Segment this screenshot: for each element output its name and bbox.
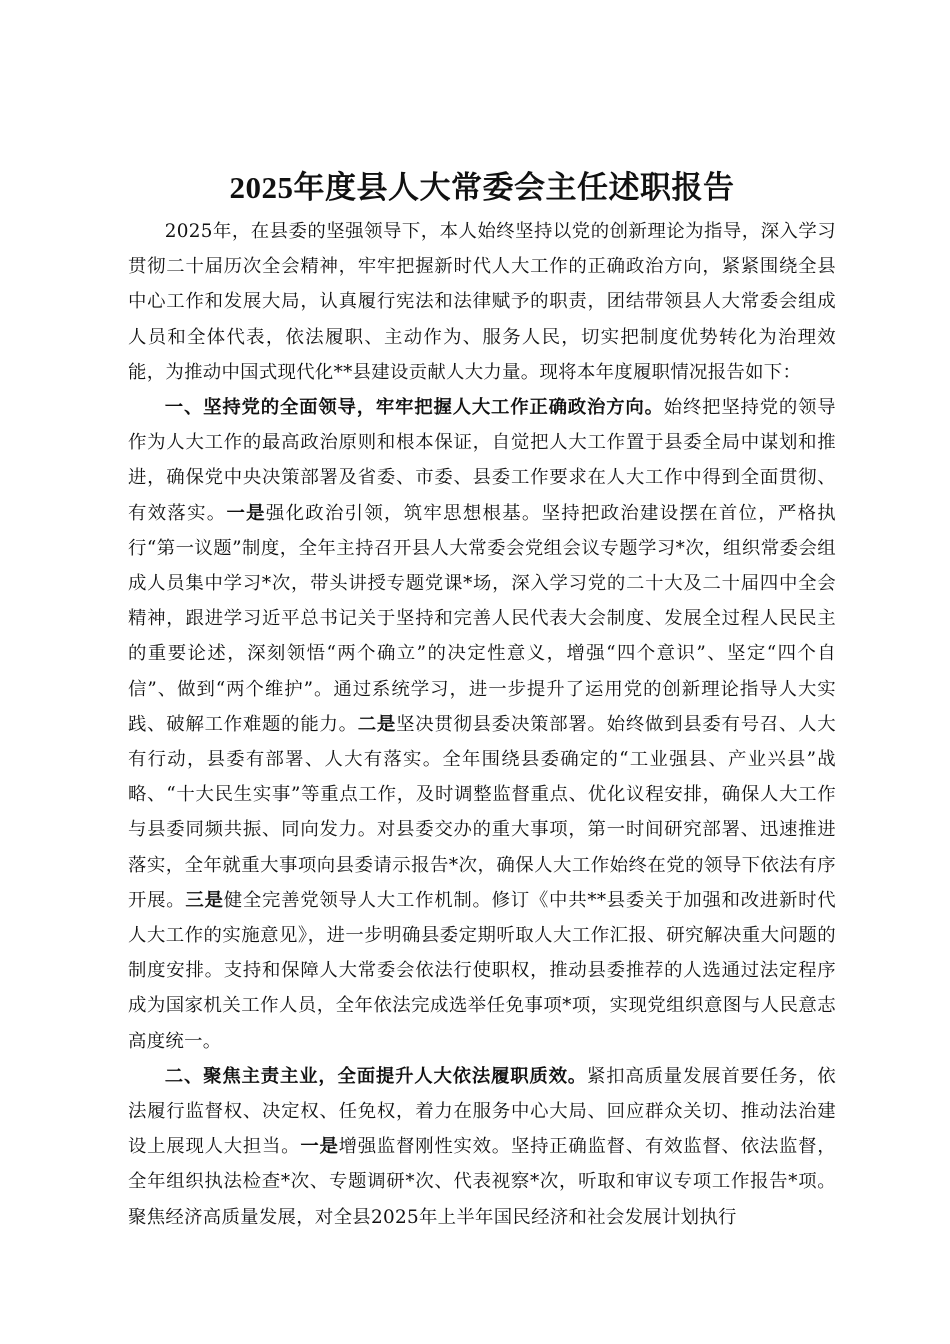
document-page — [128, 166, 836, 1235]
section-2-lead: 紧扣高质量发展首要任务，依法履行监督权、决定权、任免权，着力在服务中心大局、回应群众关切、推动法治建设上展现人大担当。 — [128, 1065, 836, 1158]
section-2-point-1-text: 增强监督刚性实效。坚持正确监督、有效监督、依法监督，全年组织执法检查*次、专题调研*次、代表视察*次，听取和审议专项工作报告*项。聚焦经济高质量发展，对全县2025年上半年国民经济和社会发展计划执行 — [128, 1136, 836, 1228]
section-1-paragraph — [128, 390, 836, 1059]
section-1-point-2-label: 二是 — [357, 713, 397, 735]
intro-paragraph: 2025年，在县委的坚强领导下，本人始终坚持以党的创新理论为指导，深入学习贯彻二十届历次全会精神，牢牢把握新时代人大工作的正确政治方向，紧紧围绕全县中心工作和发展大局，认真履行宪法和法律赋予的职责，团结带领县人大常委会组成人员和全体代表，依法履职、主动作为、服务人民，切实把制度优势转化为治理效能，为推动中国式现代化**县建设贡献人大力量。现将本年度履职情况报告如下： — [128, 221, 836, 383]
section-1-point-3-text: 健全完善党领导人大工作机制。修订《中共**县委关于加强和改进新时代人大工作的实施意见》，进一步明确县委定期听取人大工作汇报、研究解决重大问题的制度安排。支持和保障人大常委会依法行使职权，推动县委推荐的人选通过法定程序成为国家机关工作人员，全年依法完成选举任免事项*项，实现党组织意图与人民意志高度统一。 — [128, 889, 836, 1052]
section-2-point-1-label: 一是 — [300, 1136, 339, 1158]
section-1-point-1-text: 强化政治引领，筑牢思想根基。坚持把政治建设摆在首位，严格执行“第一议题”制度，全年主持召开县人大常委会党组会议专题学习*次，组织常委会组成人员集中学习*次，带头讲授专题党课*场，深入学习党的二十大及二十届四中全会精神，跟进学习近平总书记关于坚持和完善人民代表大会制度、发展全过程人民民主的重要论述，深刻领悟“两个确立”的决定性意义，增强“四个意识”、坚定“四个自信”、做到“两个维护”。通过系统学习，进一步提升了运用党的创新理论指导人大实践、破解工作难题的能力。 — [128, 502, 836, 735]
section-1-point-2-text: 坚决贯彻县委决策部署。始终做到县委有号召、人大有行动，县委有部署、人大有落实。全年围绕县委确定的“工业强县、产业兴县”战略、“十大民生实事”等重点工作，及时调整监督重点、优化议程安排，确保人大工作与县委同频共振、同向发力。对县委交办的重大事项，第一时间研究部署、迅速推进落实，全年就重大事项向县委请示报告*次，确保人大工作始终在党的领导下依法有序开展。 — [128, 713, 836, 911]
section-1-point-3-label: 三是 — [185, 889, 224, 911]
section-2-heading: 二、聚焦主责主业，全面提升人大依法履职质效。 — [164, 1065, 588, 1087]
section-2-paragraph — [128, 1059, 836, 1235]
section-1-point-1-label: 一是 — [226, 502, 266, 524]
document-title: 2025年度县人大常委会主任述职报告 — [229, 170, 735, 205]
section-1-heading: 一、坚持党的全面领导，牢牢把握人大工作正确政治方向。 — [164, 397, 664, 419]
section-1-lead: 始终把坚持党的领导作为人大工作的最高政治原则和根本保证，自觉把人大工作置于县委全局中谋划和推进，确保党中央决策部署及省委、市委、县委工作要求在人大工作中得到全面贯彻、有效落实。 — [128, 397, 836, 524]
